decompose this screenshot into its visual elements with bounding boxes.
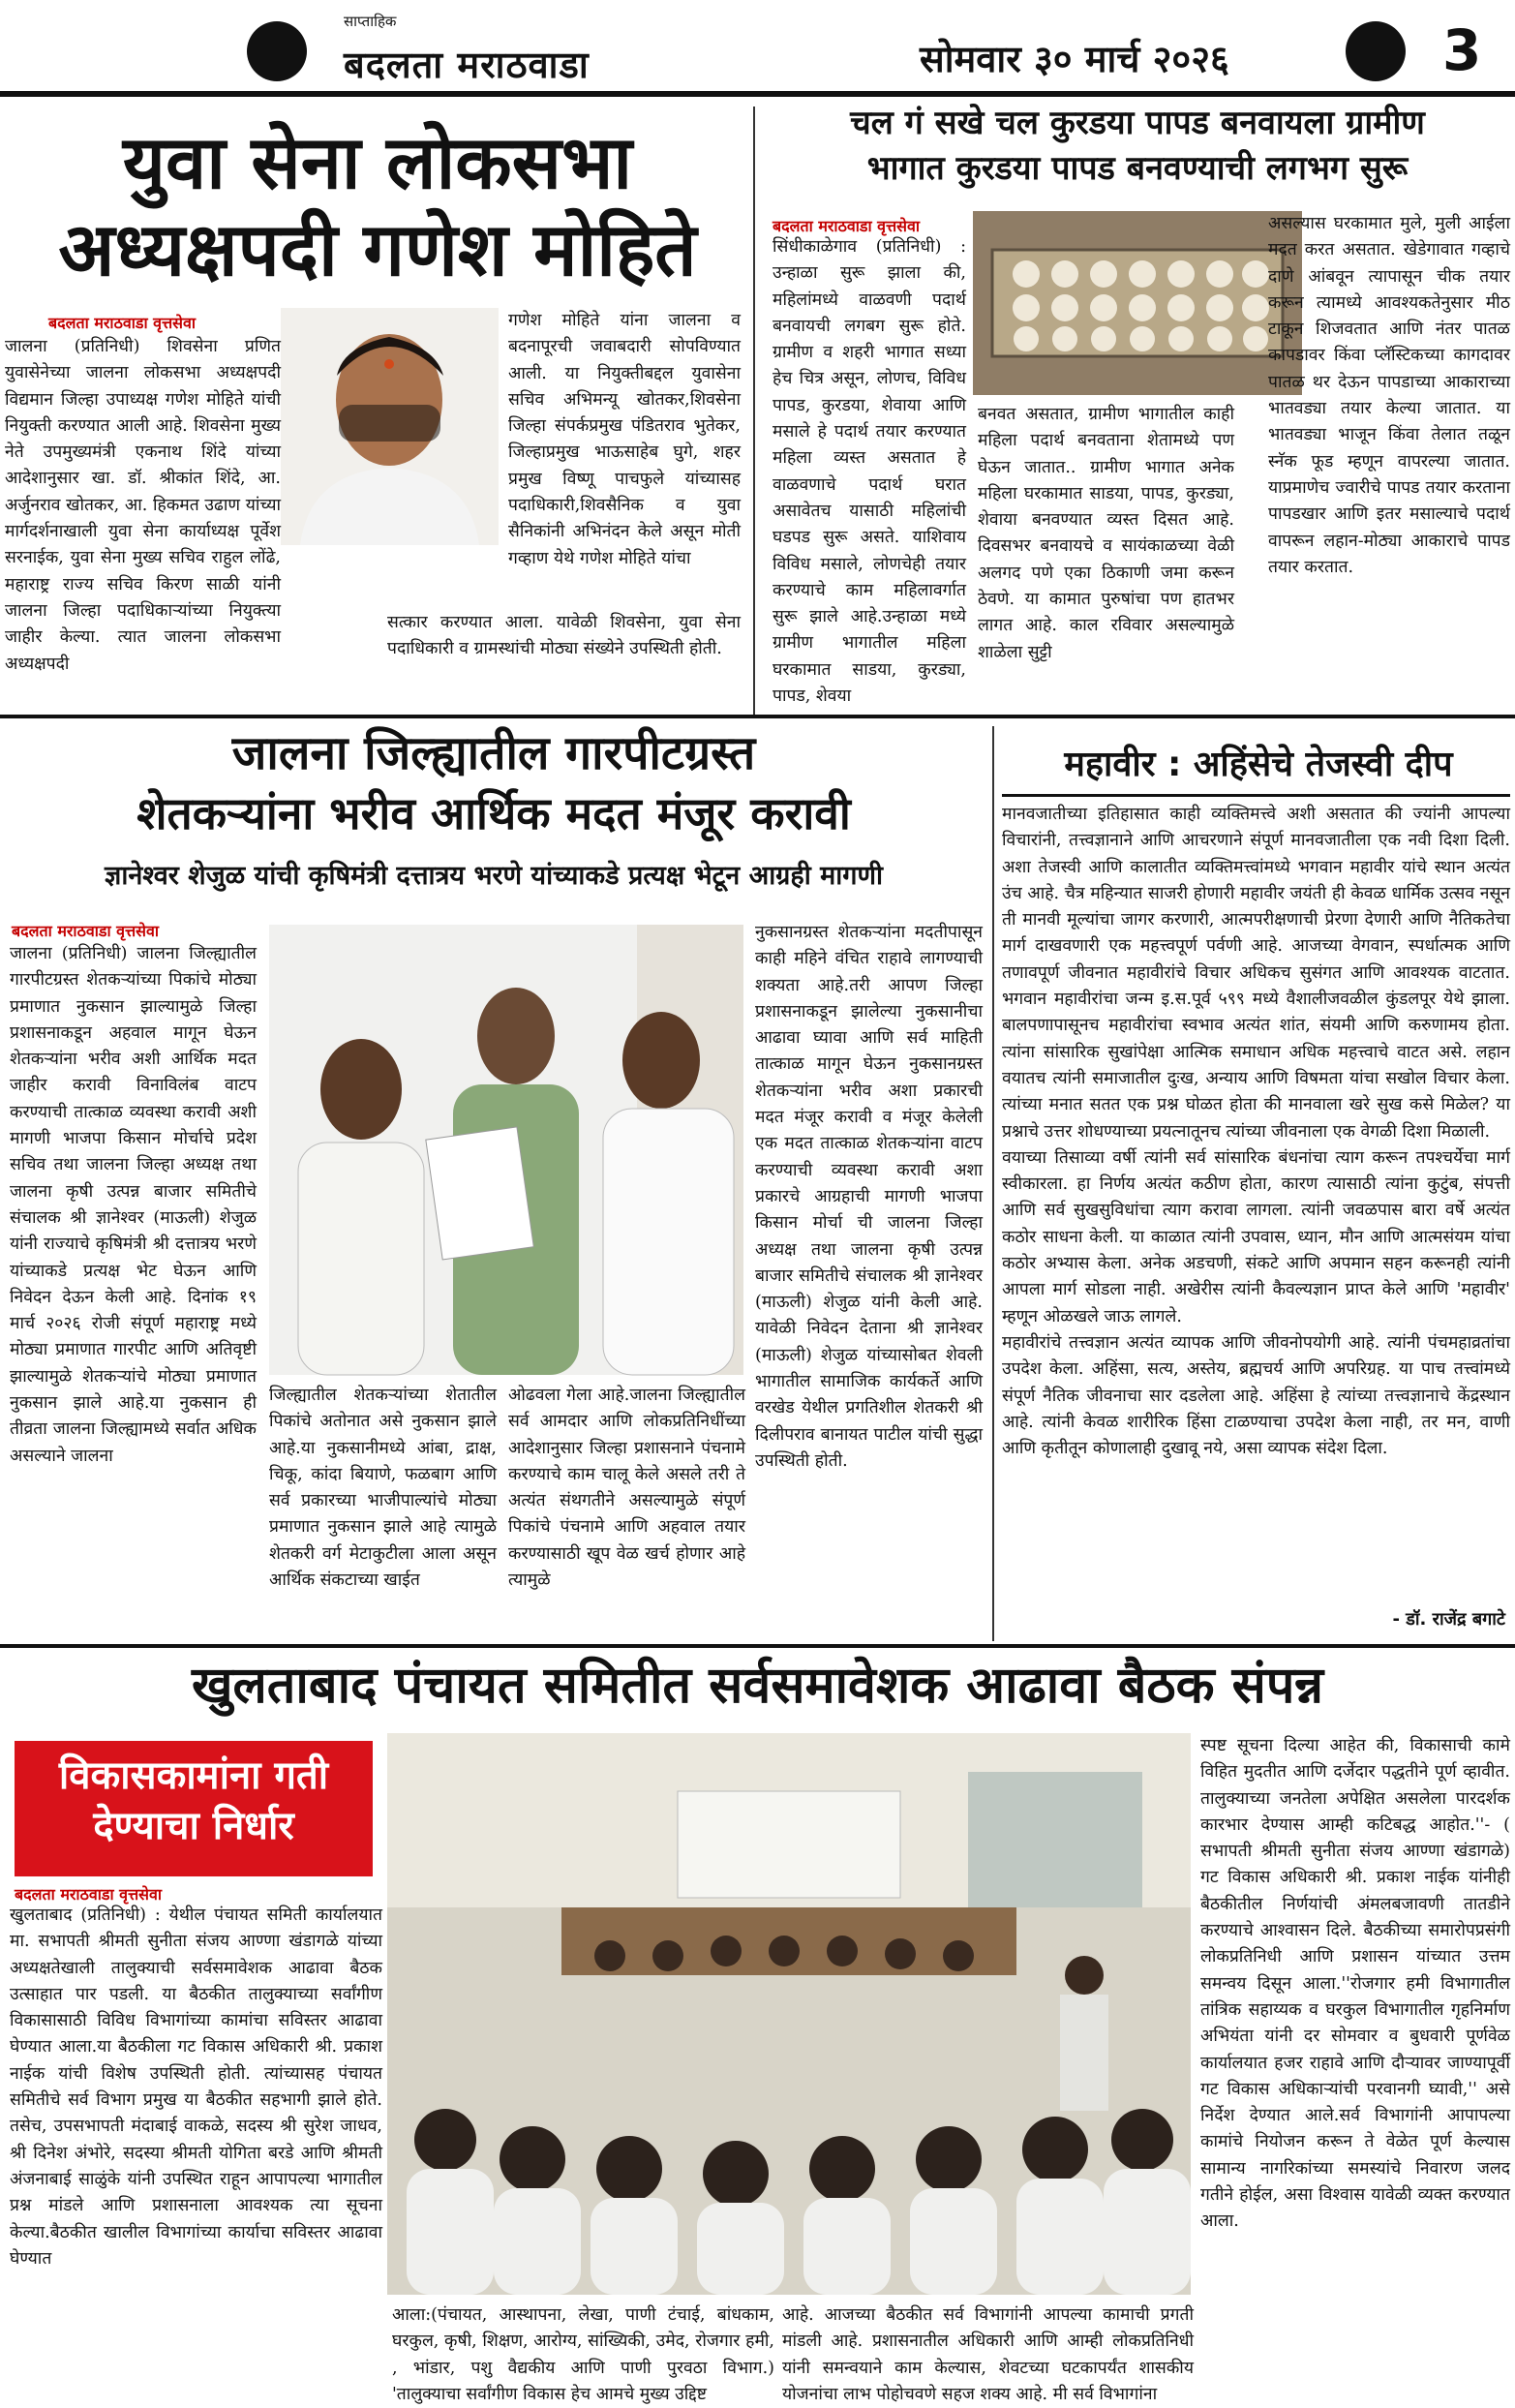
story3-byline: बदलता मराठवाडा वृत्तसेवा <box>12 922 159 940</box>
story3-col1-text: जालना (प्रतिनिधी) जालना जिल्ह्यातील गारपीटग्रस्त शेतकऱ्यांच्या पिकांचे मोठ्या प्रमाणात नुकसान झाल्यामुळे जिल्हा प्रशासनाकडून अहवाल मागून घेऊन शेतकऱ्यांना भरीव अशी आर्थिक मदत जाहीर करावी विनाविलंब वाटप करण्याची तात्काळ व्यवस्था करावी अशी मागणी भाजपा किसान मोर्चाचे प्रदेश सचिव तथा जालना जिल्हा अध्यक्ष तथा जालना कृषी उत्पन्न बाजार समितीचे संचालक श्री ज्ञानेश्वर (माऊली) शेजुळ यांनी राज्याचे कृषिमंत्री श्री दत्तात्रय भरणे यांच्याकडे प्रत्यक्ष भेट घेऊन आणि निवेदन देऊन केली आहे. दिनांक १९ मार्च २०२६ रोजी संपूर्ण महाराष्ट्र मध्ये मोठ्या प्रमाणात गारपीट आणि अतिवृष्टी झाल्यामुळे शेतकऱ्यांचे मोठ्या प्रमाणात नुकसान झाले आहे.या नुकसान ही तीव्रता जालना जिल्ह्यामध्ये सर्वात अधिक असल्याने जालना <box>10 944 257 1466</box>
story1-byline: बदलता मराठवाडा वृत्तसेवा <box>48 314 196 332</box>
story5-col1 <box>10 1903 382 2367</box>
story1-col2-text: गणेश मोहिते यांना जालना व बदनापूरची जवाबदारी सोपविण्यात आली. या नियुक्तीबद्दल युवासेना सचिव अभिमन्यू खोतकर,शिवसेना जिल्हा संपर्कप्रमुख पंडितराव भुतेकर, जिल्हाप्रमुख भाऊसाहेब घुगे, शहर प्रमुख विष्णू पाचफुले यांच्यासह पदाधिकारी,शिवसैनिक व युवा सैनिकांनी अभिनंदन केले असून मोती गव्हाण येथे गणेश मोहिते यांचा <box>508 311 741 568</box>
story5-byline: बदलता मराठवाडा वृत्तसेवा <box>15 1885 162 1904</box>
story5-col2 <box>392 2302 774 2404</box>
story2-col2 <box>978 402 1234 702</box>
story3-photo <box>269 925 743 1375</box>
papad-drying-graphic <box>973 211 1302 395</box>
story2-headline-line2: भागात कुरडया पापड बनवण्याची लगभग सुरू <box>866 149 1409 188</box>
meeting-hall-graphic <box>387 1733 1191 2295</box>
story2-col3 <box>1268 211 1510 700</box>
story4-body-text: मानवजातीच्या इतिहासात काही व्यक्तिमत्त्वे अशी असतात की ज्यांनी आपल्या विचारांनी, तत्त्वज्ञानाने आणि आचरणाने संपूर्ण मानवजातीला एक नवी दिशा दिली. अशा तेजस्वी आणि कालातीत व्यक्तिमत्त्वांमध्ये भगवान महावीर यांचे स्थान अत्यंत उंच आहे. चैत्र महिन्यात साजरी होणारी महावीर जयंती ही केवळ धार्मिक उत्सव नसून ती मानवी मूल्यांचा जागर करणारी, आत्मपरीक्षणाची प्रेरणा देणारी आणि नैतिकतेचा मार्ग दाखवणारी एक महत्त्वपूर्ण पर्वणी आहे. आजच्या वेगवान, स्पर्धात्मक आणि तणावपूर्ण जीवनात महावीरांचे विचार अधिकच सुसंगत आणि आवश्यक वाटतात. भगवान महावीरांचा जन्म इ.स.पूर्व ५९९ मध्ये वैशालीजवळील कुंडलपूर येथे झाला. बालपणापासूनच महावीरांचा स्वभाव अत्यंत शांत, संयमी आणि करुणामय होता. त्यांना सांसारिक सुखांपेक्षा आत्मिक समाधान अधिक महत्त्वाचे वाटत असे. लहान वयातच त्यांनी समाजातील दुःख, अन्याय आणि विषमता यांचा सखोल विचार केला. त्यांच्या मनात सतत एक प्रश्न घोळत होता की मानवाला खरे सुख कसे मिळेल? या प्रश्नाचे उत्तर शोधण्याच्या प्रयत्नातूनच त्यांच्या जीवनाला एक वेगळी दिशा मिळाली. वयाच्या तिसाव्या वर्षी त्यांनी सर्व सांसारिक बंधनांचा त्याग करून तपश्चर्येचा मार्ग स्वीकारला. हा निर्णय अत्यंत कठीण होता, कारण त्यासाठी त्यांना कुटुंब, संपत्ती आणि सर्व सुखसुविधांचा त्याग करावा लागला. त्यांनी जवळपास बारा वर्षे अत्यंत कठोर साधना केली. या काळात त्यांनी उपवास, ध्यान, मौन आणि आत्मसंयम यांचा कठोर अभ्यास केला. अनेक अडचणी, संकटे आणि अपमान सहन करूनही त्यांनी आपला मार्ग सोडला नाही. अखेरीस त्यांनी कैवल्यज्ञान प्राप्त केले आणि 'महावीर' म्हणून ओळखले जाऊ लागले. महावीरांचे तत्त्वज्ञान अत्यंत व्यापक आणि जीवनोपयोगी आहे. त्यांनी पंचमहाव्रतांचा उपदेश केला. अहिंसा, सत्य, अस्तेय, ब्रह्मचर्य आणि अपरिग्रह. या पाच तत्त्वांमध्ये संपूर्ण नैतिक जीवनाचा सार दडलेला आहे. अहिंसा हे त्यांच्या तत्त्वज्ञानाचे केंद्रस्थान आहे. त्यांनी केवळ शारीरिक हिंसा टाळण्याचा उपदेश केला नाही, तर मन, वाणी आणि कृतीतून कोणालाही दुखावू नये, असा व्यापक संदेश दिला. <box>1002 805 1510 1459</box>
story4-author: - डॉ. राजेंद्र बगाटे <box>1392 1609 1505 1630</box>
story5-col1-text: खुलताबाद (प्रतिनिधी) : येथील पंचायत समिती कार्यालयात मा. सभापती श्रीमती सुनीता संजय आण्णा खंडागळे यांच्या अध्यक्षतेखाली तालुक्याची सर्वसमावेशक आढावा बैठक उत्साहात पार पडली. या बैठकीत तालुक्याच्या सर्वांगीण विकासासाठी विविध विभागांच्या कामांचा सविस्तर आढावा घेण्यात आला.या बैठकीला गट विकास अधिकारी श्री. प्रकाश नाईक यांची विशेष उपस्थिती होती. त्यांच्यासह पंचायत समितीचे सर्व विभाग प्रमुख या बैठकीत सहभागी झाले होते. तसेच, उपसभापती मंदाबाई वाकळे, सदस्य श्री सुरेश जाधव, श्री दिनेश अंभोरे, सदस्या श्रीमती योगिता बरडे आणि श्रीमती अंजनाबाई साळुंके यांनी उपस्थित राहून आपापल्या भागातील प्रश्न मांडले आणि प्रशासनाला आवश्यक त्या सूचना केल्या.बैठकीत खालील विभागांच्या कार्याचा सविस्तर आढावा घेण्यात <box>10 1905 382 2269</box>
story3-col3-text: ओढवला गेला आहे.जालना जिल्ह्यातील सर्व आमदार आणि लोकप्रतिनिधींच्या आदेशानुसार जिल्हा प्रशासनाने पंचनामे करण्याचे काम चालू केले असले तरी ते अत्यंत संथगतीने असल्यामुळे संपूर्ण पिकांचे पंचनामे आणि अहवाल तयार करण्यासाठी खूप वेळ खर्च होणार आहे त्यामुळे <box>508 1386 745 1591</box>
story5-highlight-box <box>15 1741 373 1876</box>
story3-subheadline: ज्ञानेश्वर शेजुळ यांची कृषिमंत्री दत्तात्रय भरणे यांच्याकडे प्रत्यक्ष भेटून आग्रही मागणी <box>105 861 883 891</box>
column-divider <box>753 107 755 716</box>
story3-headline-line2: शेतकऱ्यांना भरीव आर्थिक मदत मंजूर करावी <box>136 787 851 839</box>
story4-rule <box>1002 794 1510 797</box>
masthead-dot-right <box>1346 21 1406 81</box>
story3-col3 <box>508 1383 745 1634</box>
story3-col2 <box>269 1383 497 1634</box>
paper-name: बदलता मराठवाडा <box>344 44 590 86</box>
memorandum-handover-graphic <box>269 925 743 1375</box>
story5-col3 <box>782 2302 1194 2404</box>
story1-col2 <box>508 308 741 637</box>
portrait-graphic <box>281 308 499 545</box>
story4-headline: महावीर : अहिंसेचे तेजस्वी दीप <box>1064 745 1453 784</box>
story5-col4-text: स्पष्ट सूचना दिल्या आहेत की, विकासाची कामे विहित मुदतीत आणि दर्जेदार पद्धतीने पूर्ण व्हावीत. तालुक्याच्या जनतेला अपेक्षित असलेला पारदर्शक कारभार देण्यास आम्ही कटिबद्ध आहोत.''- ( सभापती श्रीमती सुनीता संजय आण्णा खंडागळे) गट विकास अधिकारी श्री. प्रकाश नाईक यांनीही बैठकीतील निर्णयांची अंमलबजावणी तातडीने करण्याचे आश्वासन दिले. बैठकीच्या समारोपप्रसंगी लोकप्रतिनिधी आणि प्रशासन यांच्यात उत्तम समन्वय दिसून आला.''रोजगार हमी विभागातील तांत्रिक सहाय्यक व घरकुल विभागातील गृहनिर्माण अभियंता यांनी दर सोमवार व बुधवारी पूर्णवेळ कार्यालयात हजर राहावे आणि दौऱ्यावर जाण्यापूर्वी गट विकास अधिकाऱ्यांची परवानगी घ्यावी,'' असे निर्देश देण्यात आले.सर्व विभागांनी आपापल्या कामांचे नियोजन करून ते वेळेत पूर्ण केल्यास सामान्य नागरिकांच्या समस्यांचे निवारण जलद गतीने होईल, असा विश्वास यावेळी व्यक्त करण्यात आला. <box>1200 1736 1510 2232</box>
story1-headline-line2: अध्यक्षपदी गणेश मोहिते <box>58 206 697 292</box>
section-rule-1 <box>0 715 1515 718</box>
story2-col3-text: असल्यास घरकामात मुले, मुली आईला मदत करत असतात. खेडेगावात गव्हाचे दाणे आंबवून त्यापासून चीक तयार करून त्यामध्ये आवश्यकतेनुसार मीठ टाकून शिजवतात आणि नंतर पातळ कापडावर किंवा प्लॅस्टिकच्या कागदावर पातळ थर देऊन पापडाच्या आकाराच्या भातवड्या तयार केल्या जातात. या भातवड्या भाजून किंवा तेलात तळून स्नॅक फूड म्हणून वापरल्या जातात. याप्रमाणेच ज्वारीचे पापड तयार करताना पापडखार आणि इतर मसाल्याचे पदार्थ वापरून लहान-मोठ्या आकाराचे पापड तयार करतात. <box>1268 214 1510 577</box>
story3-col4 <box>755 920 983 1631</box>
page-number: 3 <box>1442 17 1482 83</box>
story5-col4 <box>1200 1733 1510 2372</box>
story3-headline-line1: जालना जिल्ह्यातील गारपीटग्रस्त <box>231 726 756 780</box>
story5-photo <box>387 1733 1191 2295</box>
story1-headline-line1: युवा सेना लोकसभा <box>122 119 633 205</box>
weekly-label: साप्ताहिक <box>344 13 397 30</box>
masthead-dot-left <box>247 21 307 81</box>
story1-col2-bottom-text: सत्कार करण्यात आला. यावेळी शिवसेना, युवा सेना पदाधिकारी व ग्रामस्थांची मोठ्या संख्येने उपस्थिती होती. <box>387 613 741 659</box>
story5-col3-text: आहे. आजच्या बैठकीत सर्व विभागांनी आपल्या कामाची प्रगती मांडली आहे. प्रशासनातील अधिकारी आणि आम्ही लोकप्रतिनिधी यांनी समन्वयाने काम केल्यास, शेवटच्या घटकापर्यंत शासकीय योजनांचा लाभ पोहोचवणे सहज शक्य आहे. मी सर्व विभागांना <box>782 2305 1194 2404</box>
story2-col1-text: सिंधीकाळेगाव (प्रतिनिधी) : उन्हाळा सुरू झाला की, महिलांमध्ये वाळवणी पदार्थ बनवायची लगबग सुरू होते. ग्रामीण व शहरी भागात सध्या हेच चित्र असून, लोणच, विविध पापड, कुरडया, शेवाया आणि मसाले हे पदार्थ तयार करण्यात महिला व्यस्त असतात हे वाळवणाचे पदार्थ घरात असावेतच यासाठी महिलांची घडपड सुरू असते. याशिवाय विविध मसाले, लोणचेही तयार करण्याचे काम महिलावर्गात सुरू झाले आहे.उन्हाळा मध्ये ग्रामीण भागातील महिला घरकामात साडया, कुरड्या, पापड, शेवया <box>773 237 966 707</box>
story2-col1 <box>773 234 966 707</box>
story1-col1-top <box>5 334 281 674</box>
story1-col2-bottom <box>387 610 741 697</box>
story1-col1-text: जालना (प्रतिनिधी) शिवसेना प्रणित युवासेनेच्या जालना लोकसभा अध्यक्षपदी विद्यमान जिल्हा उपाध्यक्ष गणेश मोहिते यांची नियुक्ती करण्यात आली आहे. शिवसेना मुख्य नेते उपमुख्यमंत्री एकनाथ शिंदे यांच्या आदेशानुसार खा. डॉ. श्रीकांत शिंदे, आ. अर्जुनराव खोतकर, आ. हिकमत उढाण यांच्या मार्गदर्शनाखाली युवा सेना कार्याध्यक्ष पूर्वेश सरनाईक, युवा सेना मुख्य सचिव राहुल लोंढे, महाराष्ट्र राज्य सचिव किरण साळी यांनी जालना जिल्हा पदाधिकाऱ्यांच्या नियुक्त्या जाहीर केल्या. त्यात जालना लोकसभा अध्यक्षपदी <box>5 337 281 674</box>
story5-headline: खुलताबाद पंचायत समितीत सर्वसमावेशक आढावा बैठक संपन्न <box>191 1657 1323 1715</box>
story3-col1 <box>10 941 257 1633</box>
story5-col2-text: आला:(पंचायत, आस्थापना, लेखा, पाणी टंचाई, बांधकाम, घरकुल, कृषी, शिक्षण, आरोग्य, सांख्यिकी, उमेद, रोजगार हमी, , भांडार, पशु वैद्यकीय आणि पाणी पुरवठा विभाग.) 'तालुक्याचा सर्वांगीण विकास हेच आमचे मुख्य उद्दिष्ट <box>392 2305 774 2404</box>
masthead <box>0 0 1515 97</box>
story3-col2-text: जिल्ह्यातील शेतकऱ्यांच्या शेतातील पिकांचे अतोनात असे नुकसान झाले आहे.या नुकसानीमध्ये आंबा, द्राक्ष, चिकू, कांदा बियाणे, फळबाग आणि सर्व प्रकारच्या भाजीपाल्यांचे मोठ्या प्रमाणात नुकसान झाले आहे त्यामुळे शेतकरी वर्ग मेटाकुटीला आला असून आर्थिक संकटाच्या खाईत <box>269 1386 497 1591</box>
story2-photo <box>973 211 1302 395</box>
story2-col2-text: बनवत असतात, ग्रामीण भागातील काही महिला पदार्थ बनवताना शेतामध्ये पण घेऊन जातात.. ग्रामीण भागात अनेक महिला घरकामात साडया, पापड, कुरड्या, शेवाया बनवण्यात व्यस्त दिसत आहे. दिवसभर बनवायचे व सायंकाळच्या वेळी अलगद पणे एका ठिकाणी जमा करून ठेवणे. या कामात पुरुषांचा पण हातभर लागत आहे. काल रविवार असल्यामुळे शाळेला सुट्टी <box>978 405 1234 662</box>
story3-col4-text: नुकसानग्रस्त शेतकऱ्यांना मदतीपासून काही महिने वंचित राहावे लागण्याची शक्यता आहे.तरी आपण जिल्हा प्रशासनाकडून झालेल्या नुकसानीचा आढावा घ्यावा आणि सर्व माहिती तात्काळ मागून घेऊन नुकसानग्रस्त शेतकऱ्यांना भरीव अशा प्रकारची मदत मंजूर करावी व मंजूर केलेली एक मदत तात्काळ शेतकऱ्यांना वाटप करण्याची व्यवस्था करावी अशा प्रकारचे आग्रहाची मागणी भाजपा किसान मोर्चा ची जालना जिल्हा अध्यक्ष तथा जालना कृषी उत्पन्न बाजार समितीचे संचालक श्री ज्ञानेश्वर (माऊली) शेजुळ यांनी केली आहे. यावेळी निवेदन देताना श्री ज्ञानेश्वर (माऊली) शेजुळ यांच्यासोबत शेवली भागातील सामाजिक कार्यकर्ते आणि वरखेड येथील प्रगतिशील शेतकरी श्री दिलीपराव बानायत पाटील यांची सुद्धा उपस्थिती होती. <box>755 923 983 1471</box>
story4-body <box>1002 802 1510 1605</box>
story1-portrait <box>281 308 499 545</box>
issue-date: सोमवार ३० मार्च २०२६ <box>920 38 1229 80</box>
story2-byline: बदलता मराठवाडा वृत्तसेवा <box>773 217 920 235</box>
column-divider-2 <box>992 726 994 1641</box>
section-rule-2 <box>0 1644 1515 1648</box>
story5-box-title: विकासकामांना गती देण्याचा निर्धार <box>58 1753 329 1848</box>
story2-headline-line1: चल गं सखे चल कुरडया पापड बनवायला ग्रामीण <box>850 104 1425 142</box>
